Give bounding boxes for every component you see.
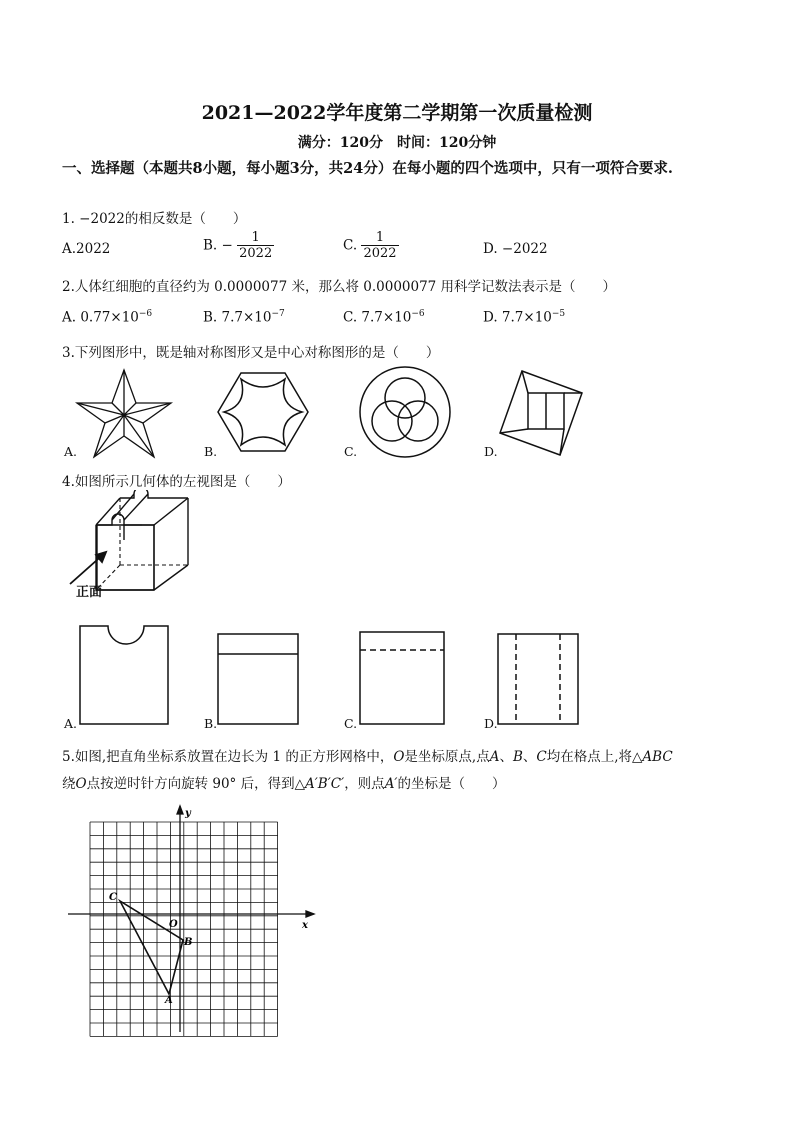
triangle-abc xyxy=(120,901,183,994)
q4-option-c-figure xyxy=(360,632,444,724)
q2-option-a[interactable]: A. $0.77\times 10^{-6}$ xyxy=(62,309,153,326)
q3-circles-figure[interactable] xyxy=(360,367,450,457)
q4-label-c: C. xyxy=(344,716,358,731)
q1-option-d[interactable]: D. −2022 xyxy=(483,241,548,257)
x-axis-label: x xyxy=(302,920,308,931)
q2-option-c[interactable]: C. $7.7\times 10^{-6}$ xyxy=(343,309,425,326)
q3-star-figure[interactable] xyxy=(77,370,171,457)
q4-label-a: A. xyxy=(64,716,78,731)
q5-stem-line2: 绕O点按逆时针方向旋转 90° 后，得到△A′B′C′，则点A′的坐标是（ ） xyxy=(62,776,506,792)
paper-subtitle: 满分：120分 时间：120分钟 xyxy=(297,135,497,151)
y-axis-label: y xyxy=(185,808,191,819)
q4-label-b: B. xyxy=(204,716,218,731)
origin-label: O xyxy=(169,919,178,930)
q3-figures xyxy=(60,365,760,465)
q4-options-figures xyxy=(60,620,740,730)
q4-option-d-figure xyxy=(498,634,578,724)
q3-label-c: C. xyxy=(344,444,358,459)
q4-label-d: D. xyxy=(484,716,498,731)
q4-stem: 4.如图所示几何体的左视图是（ ） xyxy=(62,474,291,490)
q1-option-b[interactable]: B. − $\frac{1}{2022}$ xyxy=(203,230,273,261)
q2-option-b[interactable]: B. $7.7\times 10^{-7}$ xyxy=(203,309,285,326)
q2-option-d[interactable]: D. $7.7\times 10^{-5}$ xyxy=(483,309,566,326)
q3-squares-figure[interactable] xyxy=(500,371,582,455)
q1-option-c[interactable]: C. $\frac{1}{2022}$ xyxy=(343,230,397,261)
paper-title: 2021—2022学年度第二学期第一次质量检测 xyxy=(201,102,593,124)
x-axis-arrow xyxy=(306,911,314,917)
q3-hexagon-figure[interactable] xyxy=(218,373,308,451)
section-heading: 一、选择题（本题共8小题，每小题3分，共24分）在每小题的四个选项中，只有一项符合要求. xyxy=(62,160,673,177)
q5-grid-figure xyxy=(62,800,332,1040)
q4-option-a-figure xyxy=(80,626,168,724)
q2-stem: 2.人体红细胞的直径约为 0.0000077 米，那么将 0.0000077 用科学记数法表示是（ ） xyxy=(62,279,617,295)
point-c-label: C xyxy=(109,892,117,903)
point-b-label: B xyxy=(184,937,193,948)
y-axis-arrow xyxy=(177,806,183,814)
q3-label-d: D. xyxy=(484,444,498,459)
q4-front-label: 正面 xyxy=(76,585,103,600)
q3-label-b: B. xyxy=(204,444,218,459)
point-a-label: A xyxy=(165,995,173,1006)
q4-option-b-figure xyxy=(218,634,298,724)
q3-label-a: A. xyxy=(64,444,78,459)
q1-option-a[interactable]: A.2022 xyxy=(62,241,111,257)
coordinate-grid xyxy=(90,822,278,1036)
q5-stem-line1: 5.如图,把直角坐标系放置在边长为 1 的正方形网格中，O是坐标原点,点A、B、C均在格点上,将△ABC xyxy=(62,749,673,765)
q4-solid-figure xyxy=(62,490,202,600)
q1-stem: 1. −2022的相反数是（ ） xyxy=(62,211,247,227)
q3-stem: 3.下列图形中，既是轴对称图形又是中心对称图形的是（ ） xyxy=(62,345,440,361)
